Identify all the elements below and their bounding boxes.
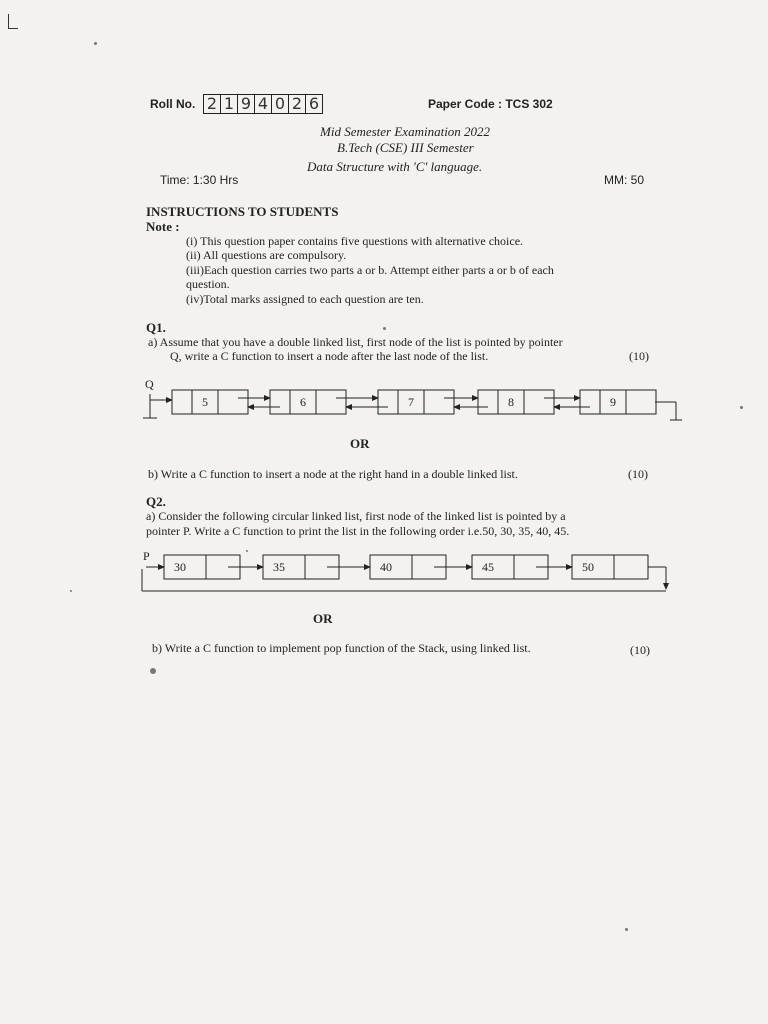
q1b-text: b) Write a C function to insert a node at the right hand in a double linked list. (148, 467, 518, 481)
scan-speck (246, 550, 248, 552)
cll-node-value: 30 (174, 560, 186, 574)
q1b-marks: (10) (628, 467, 648, 481)
dll-node-value: 5 (202, 395, 208, 409)
q2a-text-line2: pointer P. Write a C function to print the list in the following order i.e.50, 30, 35, 40, 45. (146, 524, 570, 538)
scan-speck (150, 668, 156, 674)
dll-node (270, 390, 346, 414)
roll-number-boxes (203, 94, 323, 114)
dll-node (478, 390, 554, 414)
q2b-text: b) Write a C function to implement pop function of the Stack, using linked list. (152, 641, 531, 655)
max-marks: MM: 50 (604, 173, 645, 187)
q1-label: Q1. (146, 320, 166, 335)
instruction-item: question. (186, 277, 230, 291)
roll-digit: 9 (238, 95, 255, 113)
roll-digit: 2 (204, 95, 221, 113)
q2a-text-line1: a) Consider the following circular linked list, first node of the linked list is pointed by a (146, 509, 566, 523)
q1-or: OR (350, 436, 370, 451)
scan-speck (383, 327, 386, 330)
roll-digit: 2 (289, 95, 306, 113)
exam-time: Time: 1:30 Hrs (160, 173, 239, 187)
dll-node (172, 390, 248, 414)
instruction-item: (ii) All questions are compulsory. (186, 248, 347, 262)
doubly-linked-list-diagram (0, 370, 768, 430)
q1a-text-line2: Q, write a C function to insert a node after the last node of the list. (170, 349, 489, 363)
roll-digit: 4 (255, 95, 272, 113)
instruction-item: (iv)Total marks assigned to each question are ten. (186, 292, 424, 306)
pointer-p-label: P (143, 549, 150, 563)
dll-node-value: 7 (408, 395, 414, 409)
scan-mark (8, 28, 18, 29)
scan-speck (70, 590, 72, 592)
program-title: B.Tech (CSE) III Semester (337, 140, 474, 155)
instruction-item: (i) This question paper contains five questions with alternative choice. (186, 234, 524, 248)
dll-node (378, 390, 454, 414)
scan-speck (94, 42, 97, 45)
cll-node-value: 35 (273, 560, 285, 574)
q1a-text-line1: a) Assume that you have a double linked list, first node of the list is pointed by pointer (148, 335, 563, 349)
q2b-marks: (10) (630, 643, 650, 657)
scan-speck (740, 406, 743, 409)
dll-node (580, 390, 656, 414)
q1a-marks: (10) (629, 349, 649, 363)
exam-title: Mid Semester Examination 2022 (320, 124, 491, 139)
roll-digit: 1 (221, 95, 238, 113)
instruction-item: (iii)Each question carries two parts a or b. Attempt either parts a or b of each (186, 263, 554, 277)
circular-linked-list-diagram (0, 545, 768, 605)
paper-code: Paper Code : TCS 302 (428, 97, 553, 111)
cll-node-value: 40 (380, 560, 392, 574)
dll-node-value: 9 (610, 395, 616, 409)
instructions-title: INSTRUCTIONS TO STUDENTS (146, 204, 339, 219)
scan-mark (8, 14, 9, 28)
subject-title: Data Structure with 'C' language. (307, 159, 483, 174)
q2-label: Q2. (146, 494, 166, 509)
note-label: Note : (146, 219, 180, 234)
q2-or: OR (313, 611, 333, 626)
pointer-q-label: Q (145, 377, 154, 391)
cll-node (572, 555, 648, 579)
roll-digit: 0 (272, 95, 289, 113)
cll-node-value: 50 (582, 560, 594, 574)
dll-node-value: 8 (508, 395, 514, 409)
roll-label: Roll No. (150, 97, 196, 111)
dll-node-value: 6 (300, 395, 306, 409)
cll-node-value: 45 (482, 560, 494, 574)
scan-speck (625, 928, 628, 931)
roll-digit: 6 (308, 94, 320, 113)
